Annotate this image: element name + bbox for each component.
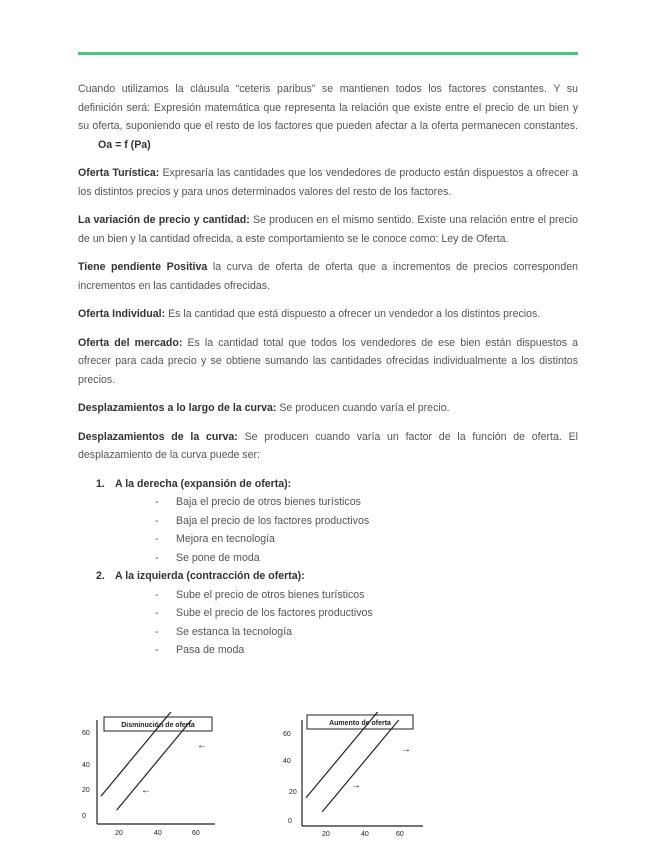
list-item: - Sube el precio de los factores productivos: [155, 604, 578, 623]
y-tick-label: 60: [283, 731, 291, 738]
shift-arrow: →: [401, 744, 411, 755]
list-item-izquierda: 2. A la izquierda (contracción de oferta): - Sube el precio de otros bienes turísticos - Sube el precio de los factores productivos - Se estanca la tecnología - Pasa de moda: [78, 567, 578, 660]
chart-title: Aumento de oferta: [329, 720, 391, 727]
definition-oferta-turistica: Oferta Turística: Expresaría las cantidades que los vendedores de producto están dispuestos a ofrecer a los distintos precios y para unos determinados valores del resto de los factores.: [78, 167, 578, 198]
x-tick-label: 60: [396, 831, 404, 838]
y-tick-label: 20: [289, 789, 297, 796]
x-tick-label: 60: [192, 830, 200, 837]
list-item: - Se pone de moda: [155, 549, 578, 568]
supply-line-shifted: [322, 720, 399, 812]
chart-disminucion-oferta: [75, 712, 250, 842]
list-item: - Se estanca la tecnología: [155, 623, 578, 642]
document-body: [78, 80, 578, 660]
x-tick-label: 40: [154, 830, 162, 837]
y-tick-label: 0: [288, 818, 292, 825]
list-item: - Pasa de moda: [155, 641, 578, 660]
y-tick-label: 40: [82, 762, 90, 769]
intro-paragraph: [78, 80, 578, 154]
y-tick-label: 60: [82, 730, 90, 737]
y-tick-label: 0: [82, 813, 86, 820]
list-item: - Sube el precio de otros bienes turísticos: [155, 586, 578, 605]
y-tick-label: 20: [82, 787, 90, 794]
chart-title: Disminución de oferta: [121, 722, 195, 729]
list-item: - Mejora en tecnología: [155, 530, 578, 549]
header-rule: [78, 52, 578, 55]
chart-aumento-oferta: [278, 712, 443, 842]
definition-desplazamiento-largo: Desplazamientos a lo largo de la curva: Se producen cuando varía el precio.: [78, 402, 450, 414]
list-heading: A la derecha (expansión de oferta):: [115, 477, 292, 490]
shift-list: [78, 475, 578, 660]
sub-list: [115, 493, 578, 567]
shift-arrow: →: [351, 780, 361, 791]
x-tick-label: 40: [361, 831, 369, 838]
definition-pendiente: Tiene pendiente Positiva la curva de oferta de oferta que a incrementos de precios corresponden incrementos en las cantidades ofrecidas.: [78, 261, 578, 292]
supply-line-original: [117, 720, 192, 810]
definition-variacion: La variación de precio y cantidad: Se producen en el mismo sentido. Existe una relación entre el precio de un bien y la cantidad ofrecida, a este comportamiento se le conoce como: Ley de Oferta.: [78, 214, 578, 245]
list-item: - Baja el precio de otros bienes turísticos: [155, 493, 578, 512]
sub-list: [115, 586, 578, 660]
list-item: - Baja el precio de los factores productivos: [155, 512, 578, 531]
definition-oferta-mercado: Oferta del mercado: Es la cantidad total que todos los vendedores de ese bien están dispuestos a ofrecer para cada precio y se obtiene sumando las cantidades ofrecidas individualmente a los distintos precios.: [78, 336, 578, 386]
x-tick-label: 20: [115, 830, 123, 837]
intro-text: Cuando utilizamos la cláusula “ceteris paribus” se mantienen todos los factores constantes. Y su definición será: Expresión matemática que representa la relación que existe entre el precio de un bien y su oferta, suponiendo que el resto de los factores que pueden afectar a la oferta permanecen constantes.: [78, 83, 578, 132]
list-heading: A la izquierda (contracción de oferta):: [115, 570, 305, 582]
definition-desplazamiento-curva: Desplazamientos de la curva: Se producen cuando varía un factor de la función de oferta. El desplazamiento de la curva puede ser:: [78, 430, 579, 461]
x-tick-label: 20: [322, 831, 330, 838]
definition-oferta-individual: Oferta Individual: Es la cantidad que está dispuesto a ofrecer un vendedor a los distintos precios.: [78, 308, 541, 320]
shift-arrow: ←: [197, 740, 207, 751]
shift-arrow: ←: [141, 785, 151, 796]
list-item-derecha: 1. A la derecha (expansión de oferta): - Baja el precio de otros bienes turísticos - Baja el precio de los factores productivos - Mejora en tecnología - Se pone de moda: [78, 475, 578, 568]
supply-formula: Oa = f (Pa): [98, 138, 151, 151]
y-tick-label: 40: [283, 758, 291, 765]
